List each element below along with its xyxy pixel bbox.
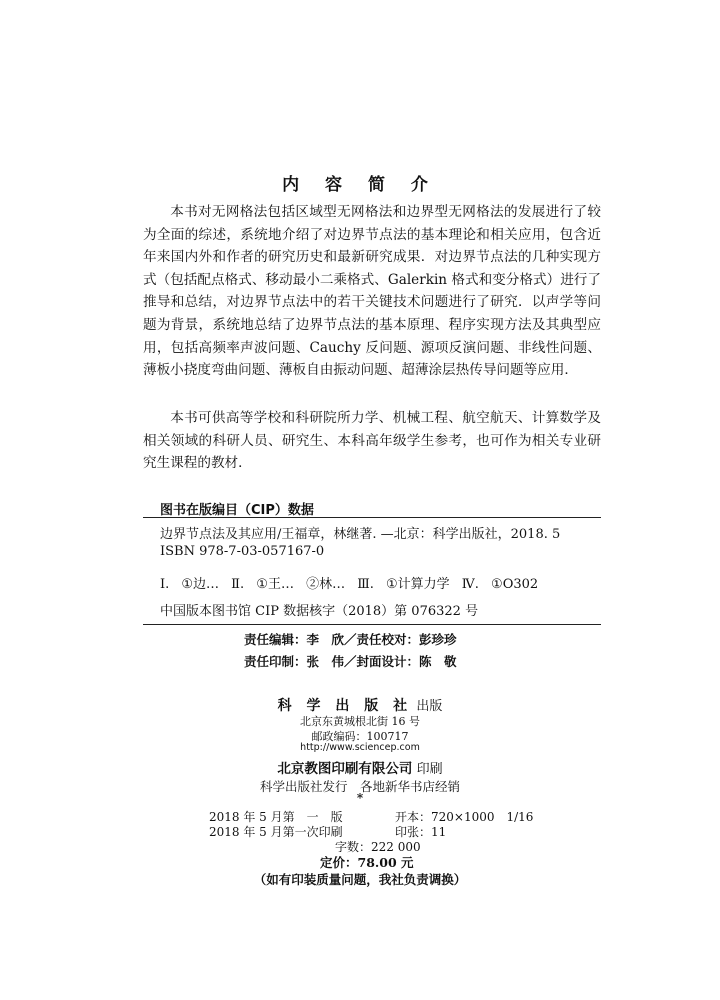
distribution-line: 科学出版社发行 各地新华书店经销 [259,779,460,794]
print-sheets: 印张：11 [395,825,447,839]
quality-notice: （如有印装质量问题，我社负责调换） [253,872,467,887]
intro-paragraph [143,201,601,382]
edition-date: 2018 年 5 月第 一 版 [209,810,343,824]
cip-heading: 图书在版编目（CIP）数据 [160,503,314,518]
price: 定价：78.00 元 [320,855,414,870]
publisher-url: http://www.sciencep.com [300,742,420,753]
printer-suffix: 印刷 [416,762,443,777]
intro-text: 本书对无网格法包括区域型无网格法和边界型无网格法的发展进行了较为全面的综述，系统地介绍了对边界节点法的基本理论和相关应用，包含近年来国内外和作者的研究历史和最新研究成果．对边界节点法的几种实现方式（包括配点格式、移动最小二乘格式、Galerkin 格式和变分格式）进行了推导和总结，对边界节点法中的若干关键技术问题进行了研究．以声学等问题为背景，系统地总结了边界节点法的基本原理、程序实现方法及其典型应用，包括高频率声波问题、Cauchy 反问题、源项反演问题、非线性问题、薄板小挠度弯曲问题、薄板自由振动问题、超薄涂层热传导问题等应用． [143,204,601,379]
publisher-name: 科 学 出 版 社 [277,698,413,714]
publisher-zip: 邮政编码：100717 [311,730,409,743]
audience-paragraph [143,407,601,475]
cip-top-divider [143,517,601,518]
cip-classification: Ⅰ. ①边… Ⅱ. ①王… ②林… Ⅲ. ①计算力学 Ⅳ. ①O302 [160,577,539,592]
publisher-line [0,695,720,715]
print-design-credits: 责任印制：张 伟／封面设计：陈 敬 [244,654,457,669]
cip-bottom-divider [143,624,601,625]
cip-check-number: 中国版本图书馆 CIP 数据核字（2018）第 076322 号 [160,604,479,619]
word-count: 字数：222 000 [335,840,421,854]
separator-star: * [356,791,364,805]
printing-date: 2018 年 5 月第一次印刷 [209,825,343,839]
printer-line [0,757,720,777]
publisher-suffix: 出版 [416,699,443,714]
printer-name: 北京教图印刷有限公司 [277,761,413,777]
cip-isbn: ISBN 978-7-03-057167-0 [160,544,325,559]
book-format: 开本：720×1000 1/16 [395,810,534,824]
editor-credits: 责任编辑：李 欣／责任校对：彭珍珍 [244,632,457,647]
publisher-address: 北京东黄城根北街 16 号 [300,715,420,728]
cip-title-line: 边界节点法及其应用/王福章，林继著. —北京：科学出版社，2018. 5 [160,527,561,542]
page-title: 内 容 简 介 [282,175,438,195]
audience-text: 本书可供高等学校和科研院所力学、机械工程、航空航天、计算数学及相关领域的科研人员、研究生、本科高年级学生参考，也可作为相关专业研究生课程的教材． [143,410,601,472]
